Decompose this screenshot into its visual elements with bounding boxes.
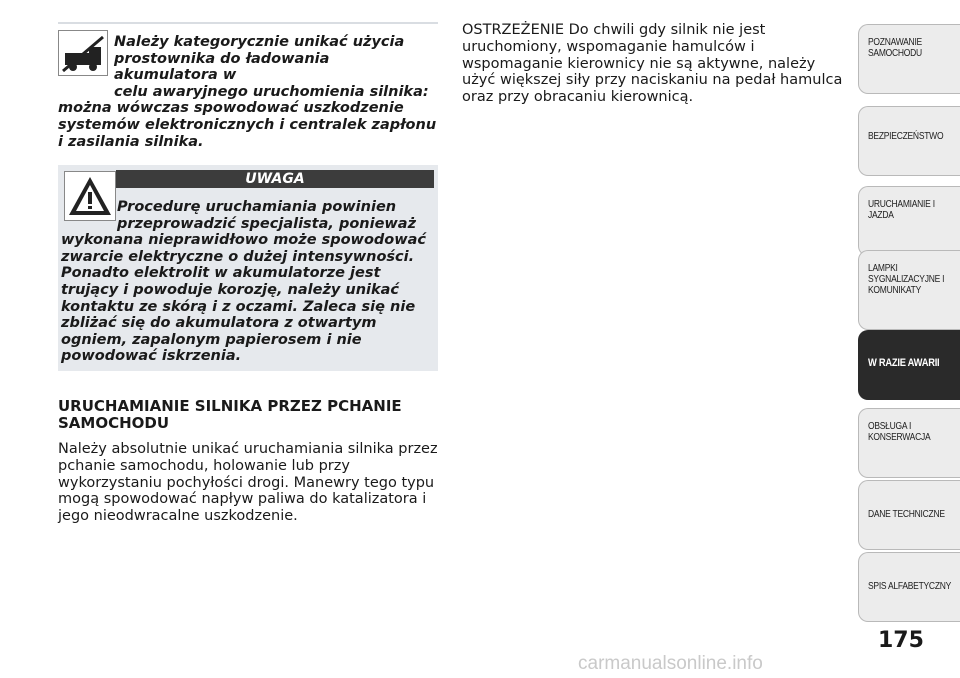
warning-rest: wykonana nieprawidłowo może spowodować zwarcie elektryczne o dużej intensywności. Ponadto elektrolit w akumulatorze jest trujący i powoduje korozję, należy unikać kontaktu ze skórą i z oczami. Zaleca się nie zbliżać się do akumulatora z otwartym ogniem, zapalonym papierosem i nie powodować iskrzenia. <box>61 232 427 365</box>
tab-bezpieczenstwo[interactable] <box>858 106 960 176</box>
tab-poznawanie-samochodu[interactable] <box>858 24 960 94</box>
tab-obsluga-i-konserwacja[interactable] <box>858 408 960 478</box>
warning-header: UWAGA <box>116 170 434 188</box>
tab-label: OBSŁUGA I KONSERWACJA <box>868 421 931 443</box>
warning-line: przeprowadzić specjalista, ponieważ <box>117 215 417 232</box>
section-title: URUCHAMIANIE SILNIKA PRZEZ PCHANIE SAMOCHODU <box>58 397 402 432</box>
watermark: carmanualsonline.info <box>578 653 763 674</box>
page-number: 175 <box>878 628 924 653</box>
section-body: Należy absolutnie unikać uruchamiania silnika przez pchanie samochodu, holowanie lub przy wykorzystaniu pochyłości drogi. Manewry tego typu mogą spowodować napływ paliwa do katalizatora i jego nieodwracalne uszkodzenie. <box>58 441 438 525</box>
tab-label: SPIS ALFABETYCZNY <box>868 581 952 592</box>
tab-label: LAMPKI SYGNALIZACYJNE I KOMUNIKATY <box>868 263 945 296</box>
tab-spis-alfabetyczny[interactable] <box>858 552 960 622</box>
tab-dane-techniczne[interactable] <box>858 480 960 550</box>
tab-label: W RAZIE AWARII <box>868 357 940 369</box>
caution-note <box>58 26 438 152</box>
tab-label: URUCHAMIANIE I JAZDA <box>868 199 935 221</box>
caution-line: prostownika do ładowania akumulatora w <box>114 50 330 84</box>
tab-lampki-sygnalizacyjne[interactable] <box>858 250 960 330</box>
right-column-text: OSTRZEŻENIE Do chwili gdy silnik nie jest uruchomiony, wspomaganie hamulców i wspomaganie kierownicy nie są aktywne, należy użyć większej siły przy naciskaniu na pedał hamulca oraz przy obracaniu kierownicą. <box>462 22 843 106</box>
tab-label: BEZPIECZEŃSTWO <box>868 131 944 142</box>
tab-label: POZNAWANIE SAMOCHODU <box>868 37 922 59</box>
warning-text <box>61 199 435 365</box>
warning-box <box>58 165 438 371</box>
caution-note-text <box>58 34 438 150</box>
tab-w-razie-awarii[interactable] <box>858 330 960 400</box>
tab-label: DANE TECHNICZNE <box>868 509 945 520</box>
caution-line: celu awaryjnego uruchomienia silnika: <box>114 83 429 100</box>
caution-rest: można wówczas spowodować uszkodzenie systemów elektronicznych i centralek zapłonu i zasilania silnika. <box>58 100 437 150</box>
chapter-tabs <box>858 0 960 678</box>
warning-line: Procedurę uruchamiania powinien <box>117 199 397 215</box>
top-rule <box>58 22 438 24</box>
caution-line: Należy kategorycznie unikać użycia <box>114 34 405 50</box>
tab-uruchamianie-i-jazda[interactable] <box>858 186 960 256</box>
